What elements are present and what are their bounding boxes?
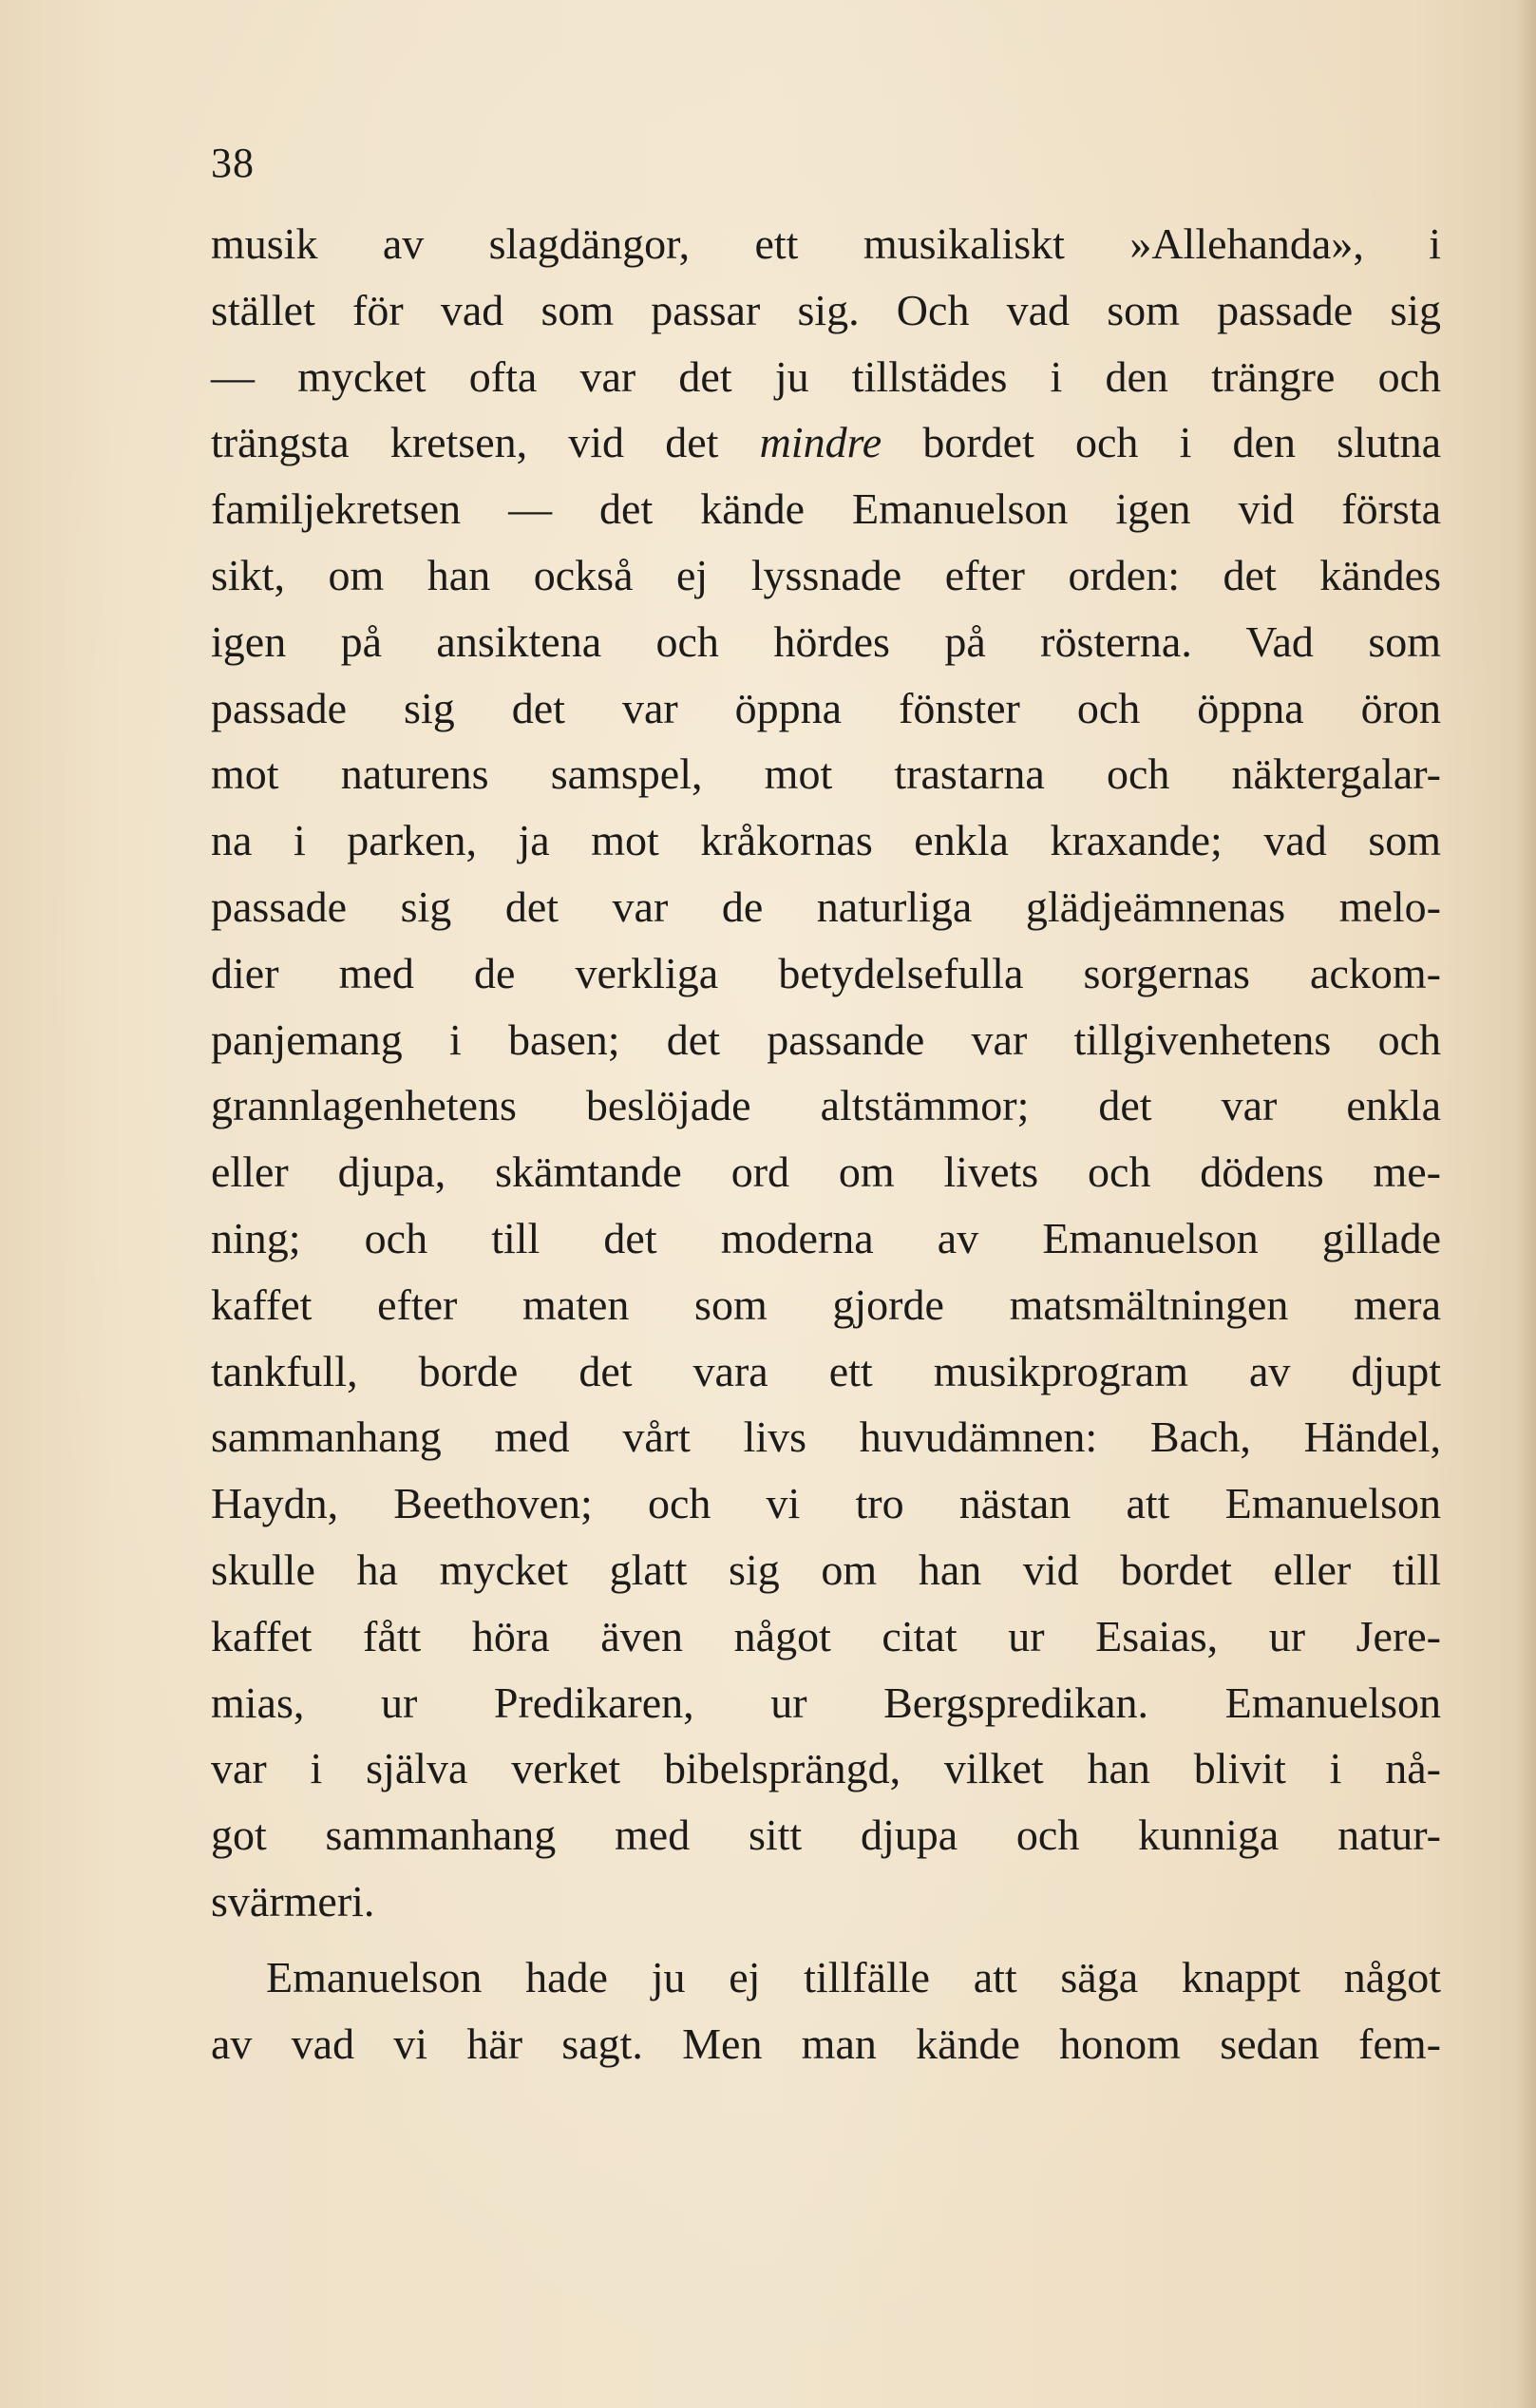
- text-line: grannlagenhetens beslöjade altstämmor; det var enkla: [211, 1081, 1441, 1130]
- text-line: mot naturens samspel, mot trastarna och näktergalar-: [211, 749, 1441, 799]
- text-line: sammanhang med vårt livs huvudämnen: Bach, Händel,: [211, 1413, 1441, 1462]
- text-line: sikt, om han också ej lyssnade efter orden: det kändes: [211, 550, 1441, 599]
- text-line: ning; och till det moderna av Emanuelson gillade: [211, 1213, 1441, 1262]
- text-line: Haydn, Beethoven; och vi tro nästan att Emanuelson: [211, 1479, 1441, 1528]
- text-line: trängsta kretsen, vid det mindre bordet och i den slutna: [211, 418, 1441, 467]
- text-line: igen på ansiktena och hördes på rösterna. Vad som: [211, 616, 1441, 666]
- text-line: Emanuelson hade ju ej tillfälle att säga knappt något: [266, 1952, 1441, 2001]
- text-line: passade sig det var öppna fönster och öppna öron: [211, 683, 1441, 732]
- text-line: dier med de verkliga betydelsefulla sorgernas ackom-: [211, 948, 1441, 997]
- text-line: got sammanhang med sitt djupa och kunniga natur-: [211, 1811, 1441, 1860]
- paragraph-1: [211, 211, 1441, 1935]
- text-line: na i parken, ja mot kråkornas enkla kraxande; vad som: [211, 816, 1441, 865]
- text-line: familjekretsen — det kände Emanuelson igen vid första: [211, 484, 1441, 534]
- text-line: var i själva verket bibelsprängd, vilket han blivit i nå-: [211, 1744, 1441, 1793]
- text-line: musik av slagdängor, ett musikaliskt »Allehanda», i: [211, 219, 1441, 268]
- text-line: passade sig det var de naturliga glädjeämnenas melo-: [211, 882, 1441, 931]
- text-line: mias, ur Predikaren, ur Bergspredikan. Emanuelson: [211, 1678, 1441, 1727]
- text-line: av vad vi här sagt. Men man kände honom sedan fem-: [211, 2019, 1441, 2068]
- text-line: kaffet efter maten som gjorde matsmältningen mera: [211, 1280, 1441, 1329]
- italic-emphasis: mindre: [759, 418, 882, 467]
- text-line: skulle ha mycket glatt sig om han vid bordet eller till: [211, 1545, 1441, 1594]
- text-line: eller djupa, skämtande ord om livets och dödens me-: [211, 1147, 1441, 1197]
- text-line: kaffet fått höra även något citat ur Esaias, ur Jere-: [211, 1611, 1441, 1660]
- paragraph-2: [211, 1944, 1441, 2077]
- page-edge-shadow: [1515, 0, 1536, 2408]
- body-text: [211, 211, 1441, 2076]
- text-line: — mycket ofta var det ju tillstädes i den trängre och: [211, 351, 1441, 401]
- text-line: stället för vad som passar sig. Och vad som passade sig: [211, 285, 1441, 334]
- text-line: panjemang i basen; det passande var tillgivenhetens och: [211, 1014, 1441, 1064]
- text-line: tankfull, borde det vara ett musikprogram av djupt: [211, 1346, 1441, 1395]
- text-line: svärmeri.: [211, 1876, 375, 1925]
- page-number: 38: [211, 140, 255, 186]
